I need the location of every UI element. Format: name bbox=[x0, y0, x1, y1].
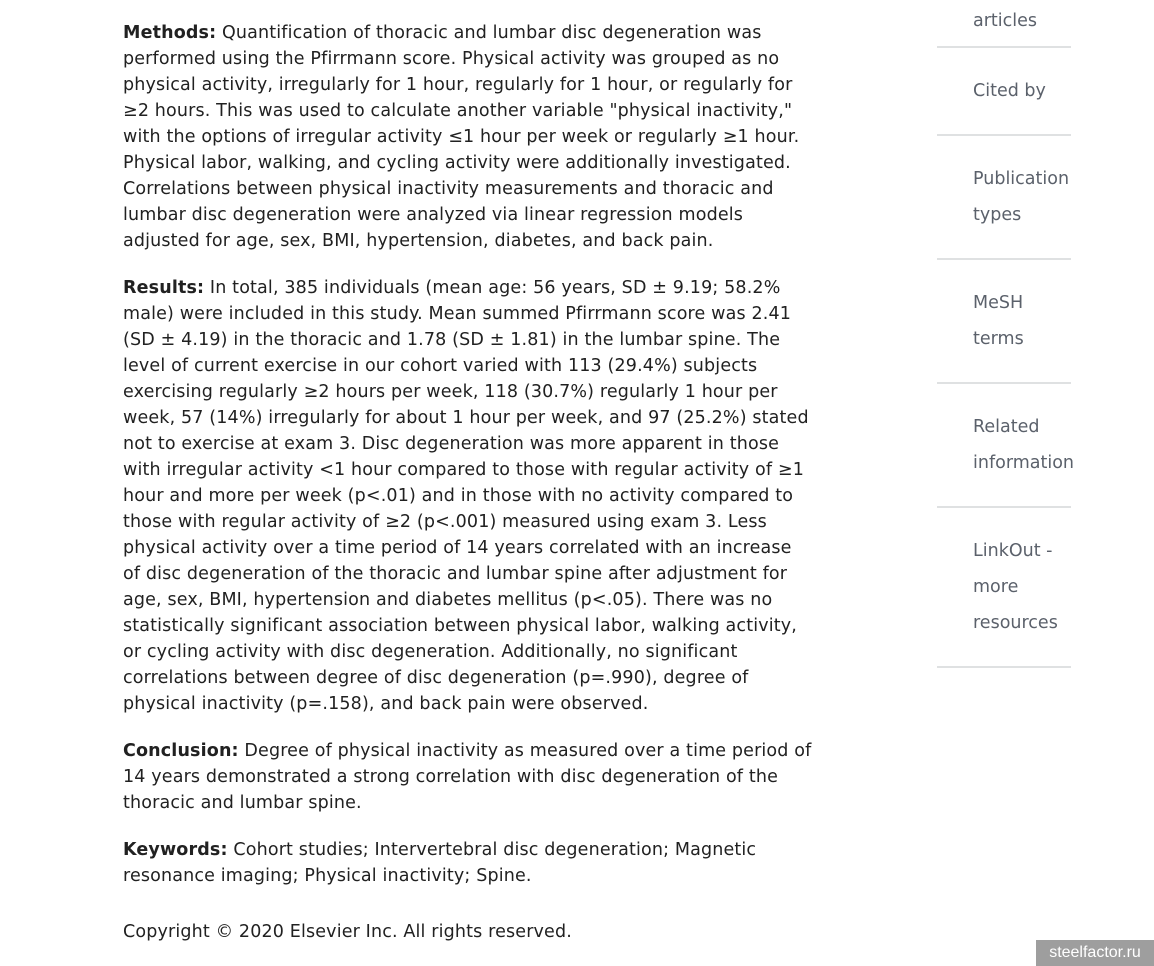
keywords-label: Keywords: bbox=[123, 840, 228, 860]
abstract-methods bbox=[123, 20, 813, 254]
watermark-label: steelfactor.ru bbox=[1036, 940, 1154, 966]
sidebar-item-label: Publication types bbox=[973, 169, 1070, 225]
sidebar-item-label: Cited by bbox=[973, 81, 1046, 101]
conclusion-text: Degree of physical inactivity as measured over a time period of 14 years demonstrated a strong correlation with disc degeneration of the thoracic and lumbar spine. bbox=[123, 741, 812, 813]
results-text: In total, 385 individuals (mean age: 56 years, SD ± 9.19; 58.2% male) were included in this study. Mean summed Pfirrmann score was 2.41 (SD ± 4.19) in the thoracic and 1.78 (SD ± 1.81) in the lumbar spine. The level of current exercise in our cohort varied with 113 (29.4%) subjects exercising regularly ≥2 hours per week, 118 (30.7%) regularly 1 hour per week, 57 (14%) irregularly for about 1 hour per week, and 97 (25.2%) stated not to exercise at exam 3. Disc degeneration was more apparent in those with irregular activity <1 hour compared to those with regular activity of ≥1 hour and more per week (p<.01) and in those with no activity compared to those with regular activity of ≥2 (p<.001) measured using exam 3. Less physical activity over a time period of 14 years correlated with an increase of disc degeneration of the thoracic and lumbar spine after adjustment for age, sex, BMI, hypertension and diabetes mellitus (p<.05). There was no statistically significant association between physical labor, walking activity, or cycling activity with disc degeneration. Additionally, no significant correlations between degree of disc degeneration (p=.990), degree of physical inactivity (p=.158), and back pain were observed. bbox=[123, 278, 809, 714]
sidebar-item-similar-articles[interactable] bbox=[937, 0, 1071, 48]
abstract-section bbox=[123, 20, 813, 966]
sidebar-item-cited-by[interactable] bbox=[937, 48, 1071, 136]
sidebar-item-publication-types[interactable] bbox=[937, 136, 1071, 260]
keywords-text: Cohort studies; Intervertebral disc degeneration; Magnetic resonance imaging; Physical inactivity; Spine. bbox=[123, 840, 757, 886]
sidebar-item-label: articles bbox=[973, 11, 1038, 31]
abstract-results bbox=[123, 275, 813, 717]
copyright-notice: Copyright © 2020 Elsevier Inc. All rights reserved. bbox=[123, 922, 572, 942]
sidebar-item-related-information[interactable] bbox=[937, 384, 1075, 508]
sidebar-item-label: MeSH terms bbox=[973, 293, 1024, 349]
sidebar-item-label: Related information bbox=[973, 417, 1075, 473]
results-label: Results: bbox=[123, 278, 205, 298]
abstract-keywords bbox=[123, 837, 813, 889]
page-navigation-sidebar bbox=[937, 0, 1075, 668]
sidebar-item-mesh-terms[interactable] bbox=[937, 260, 1071, 384]
conclusion-label: Conclusion: bbox=[123, 741, 239, 761]
abstract-conclusion bbox=[123, 738, 813, 816]
sidebar-item-label: LinkOut - more resources bbox=[973, 541, 1058, 633]
sidebar-item-linkout[interactable] bbox=[937, 508, 1071, 668]
methods-text: Quantification of thoracic and lumbar disc degeneration was performed using the Pfirrmann score. Physical activity was grouped as no physical activity, irregularly for 1 hour, regularly for 1 hour, or regularly for ≥2 hours. This was used to calculate another variable "physical inactivity," with the options of irregular activity ≤1 hour per week or regularly ≥1 hour. Physical labor, walking, and cycling activity were additionally investigated. Correlations between physical inactivity measurements and thoracic and lumbar disc degeneration were analyzed via linear regression models adjusted for age, sex, BMI, hypertension, diabetes, and back pain. bbox=[123, 23, 800, 251]
methods-label: Methods: bbox=[123, 23, 217, 43]
